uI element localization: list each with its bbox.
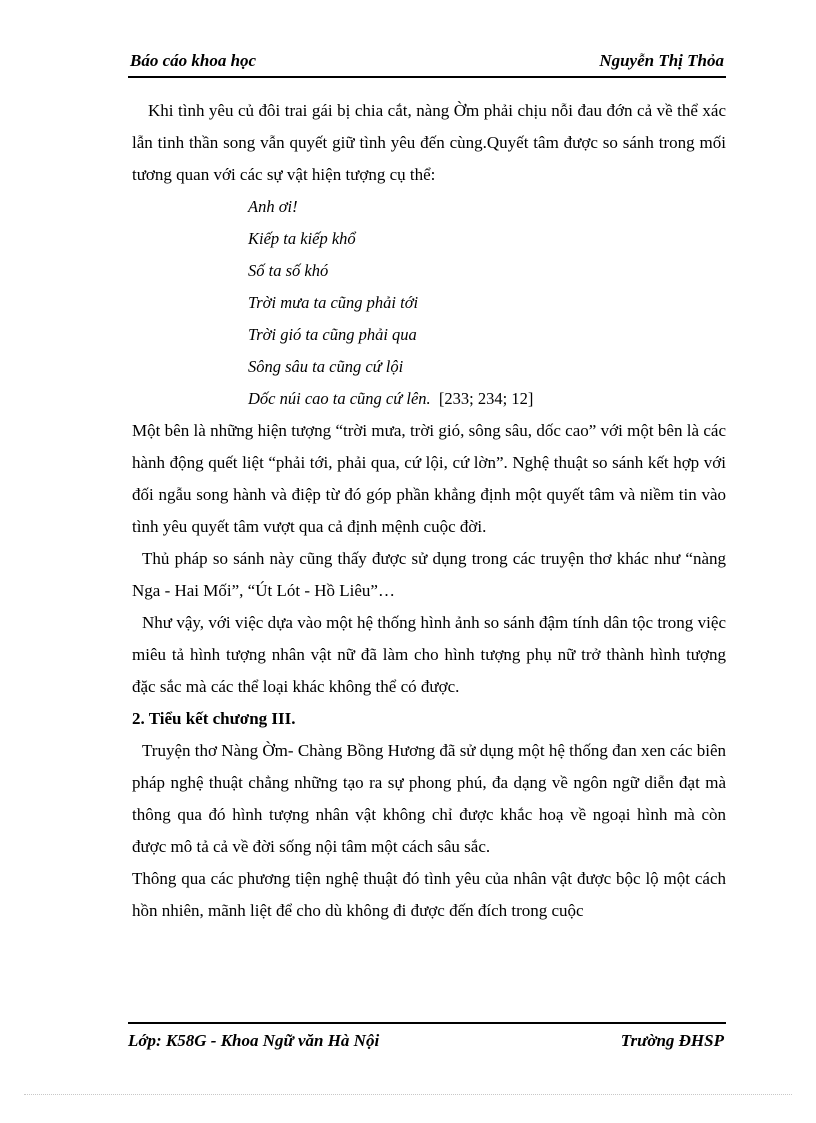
poem-line-2: Kiếp ta kiếp khổ — [248, 229, 356, 248]
section-heading: 2. Tiểu kết chương III. — [132, 709, 296, 728]
footer-class-info: Lớp: K58G - Khoa Ngữ văn Hà Nội — [128, 1031, 380, 1050]
poem-line-1: Anh ơi! — [248, 197, 298, 216]
poem-line-4: Trời mưa ta cũng phải tới — [248, 293, 419, 312]
poem-citation: [233; 234; 12] — [438, 389, 534, 408]
poem-line-6: Sông sâu ta cũng cứ lội — [248, 357, 404, 376]
header-author-name: Nguyễn Thị Thỏa — [599, 51, 724, 70]
paragraph-2: Một bên là những hiện tượng “trời mưa, trời gió, sông sâu, dốc cao” với một bên là các hành động quết liệt “phải tới, phải qua, cứ lội, cứ lờn”. Nghệ thuật so sánh kết hợp với đối ngẫu song hành và điệp từ đó góp phần khẳng định một quyết tâm và niềm tin vào tình yêu quyết tâm vượt qua cả định mệnh cuộc đời. — [132, 421, 726, 536]
poem-line-7: Dốc núi cao ta cũng cứ lên. — [248, 389, 431, 408]
paragraph-4: Như vậy, với việc dựa vào một hệ thống hình ảnh so sánh đậm tính dân tộc trong việc miêu tả hình tượng nhân vật nữ đã làm cho hình tượng phụ nữ trở thành hình tượng đặc sắc mà các thể loại khác không thể có được. — [132, 613, 726, 696]
header-report-title: Báo cáo khoa học — [130, 51, 257, 70]
poem-block — [132, 191, 726, 415]
poem-line-5: Trời gió ta cũng phải qua — [248, 325, 417, 344]
page-header — [128, 48, 726, 78]
paragraph-6: Thông qua các phương tiện nghệ thuật đó tình yêu của nhân vật được bộc lộ một cách hồn nhiên, mãnh liệt để cho dù không đi được đến đích trong cuộc — [132, 869, 726, 920]
page-bottom-dotted-divider — [24, 1094, 792, 1095]
paragraph-5: Truyện thơ Nàng Ờm- Chàng Bồng Hương đã sử dụng một hệ thống đan xen các biên pháp nghệ thuật chẳng những tạo ra sự phong phú, đa dạng về ngôn ngữ diễn đạt mà thông qua đó hình tượng nhân vật không chỉ được khắc hoạ về ngoại hình mà còn được mô tả cả về đời sống nội tâm một cách sâu sắc. — [132, 741, 726, 856]
paragraph-1: Khi tình yêu củ đôi trai gái bị chia cắt, nàng Ờm phải chịu nỗi đau đớn cả về thể xác lẫn tinh thần song vẫn quyết giữ tình yêu đến cùng.Quyết tâm được so sánh trong mối tương quan với các sự vật hiện tượng cụ thể: — [132, 101, 726, 184]
paragraph-3: Thủ pháp so sánh này cũng thấy được sử dụng trong các truyện thơ khác như “nàng Nga - Hai Mối”, “Út Lót - Hồ Liêu”… — [132, 549, 726, 600]
document-body — [132, 95, 726, 927]
footer-university: Trường ĐHSP — [620, 1031, 724, 1050]
page-footer — [128, 1022, 726, 1052]
poem-line-3: Số ta số khó — [248, 261, 329, 280]
poem-line-7-with-citation — [132, 383, 726, 415]
